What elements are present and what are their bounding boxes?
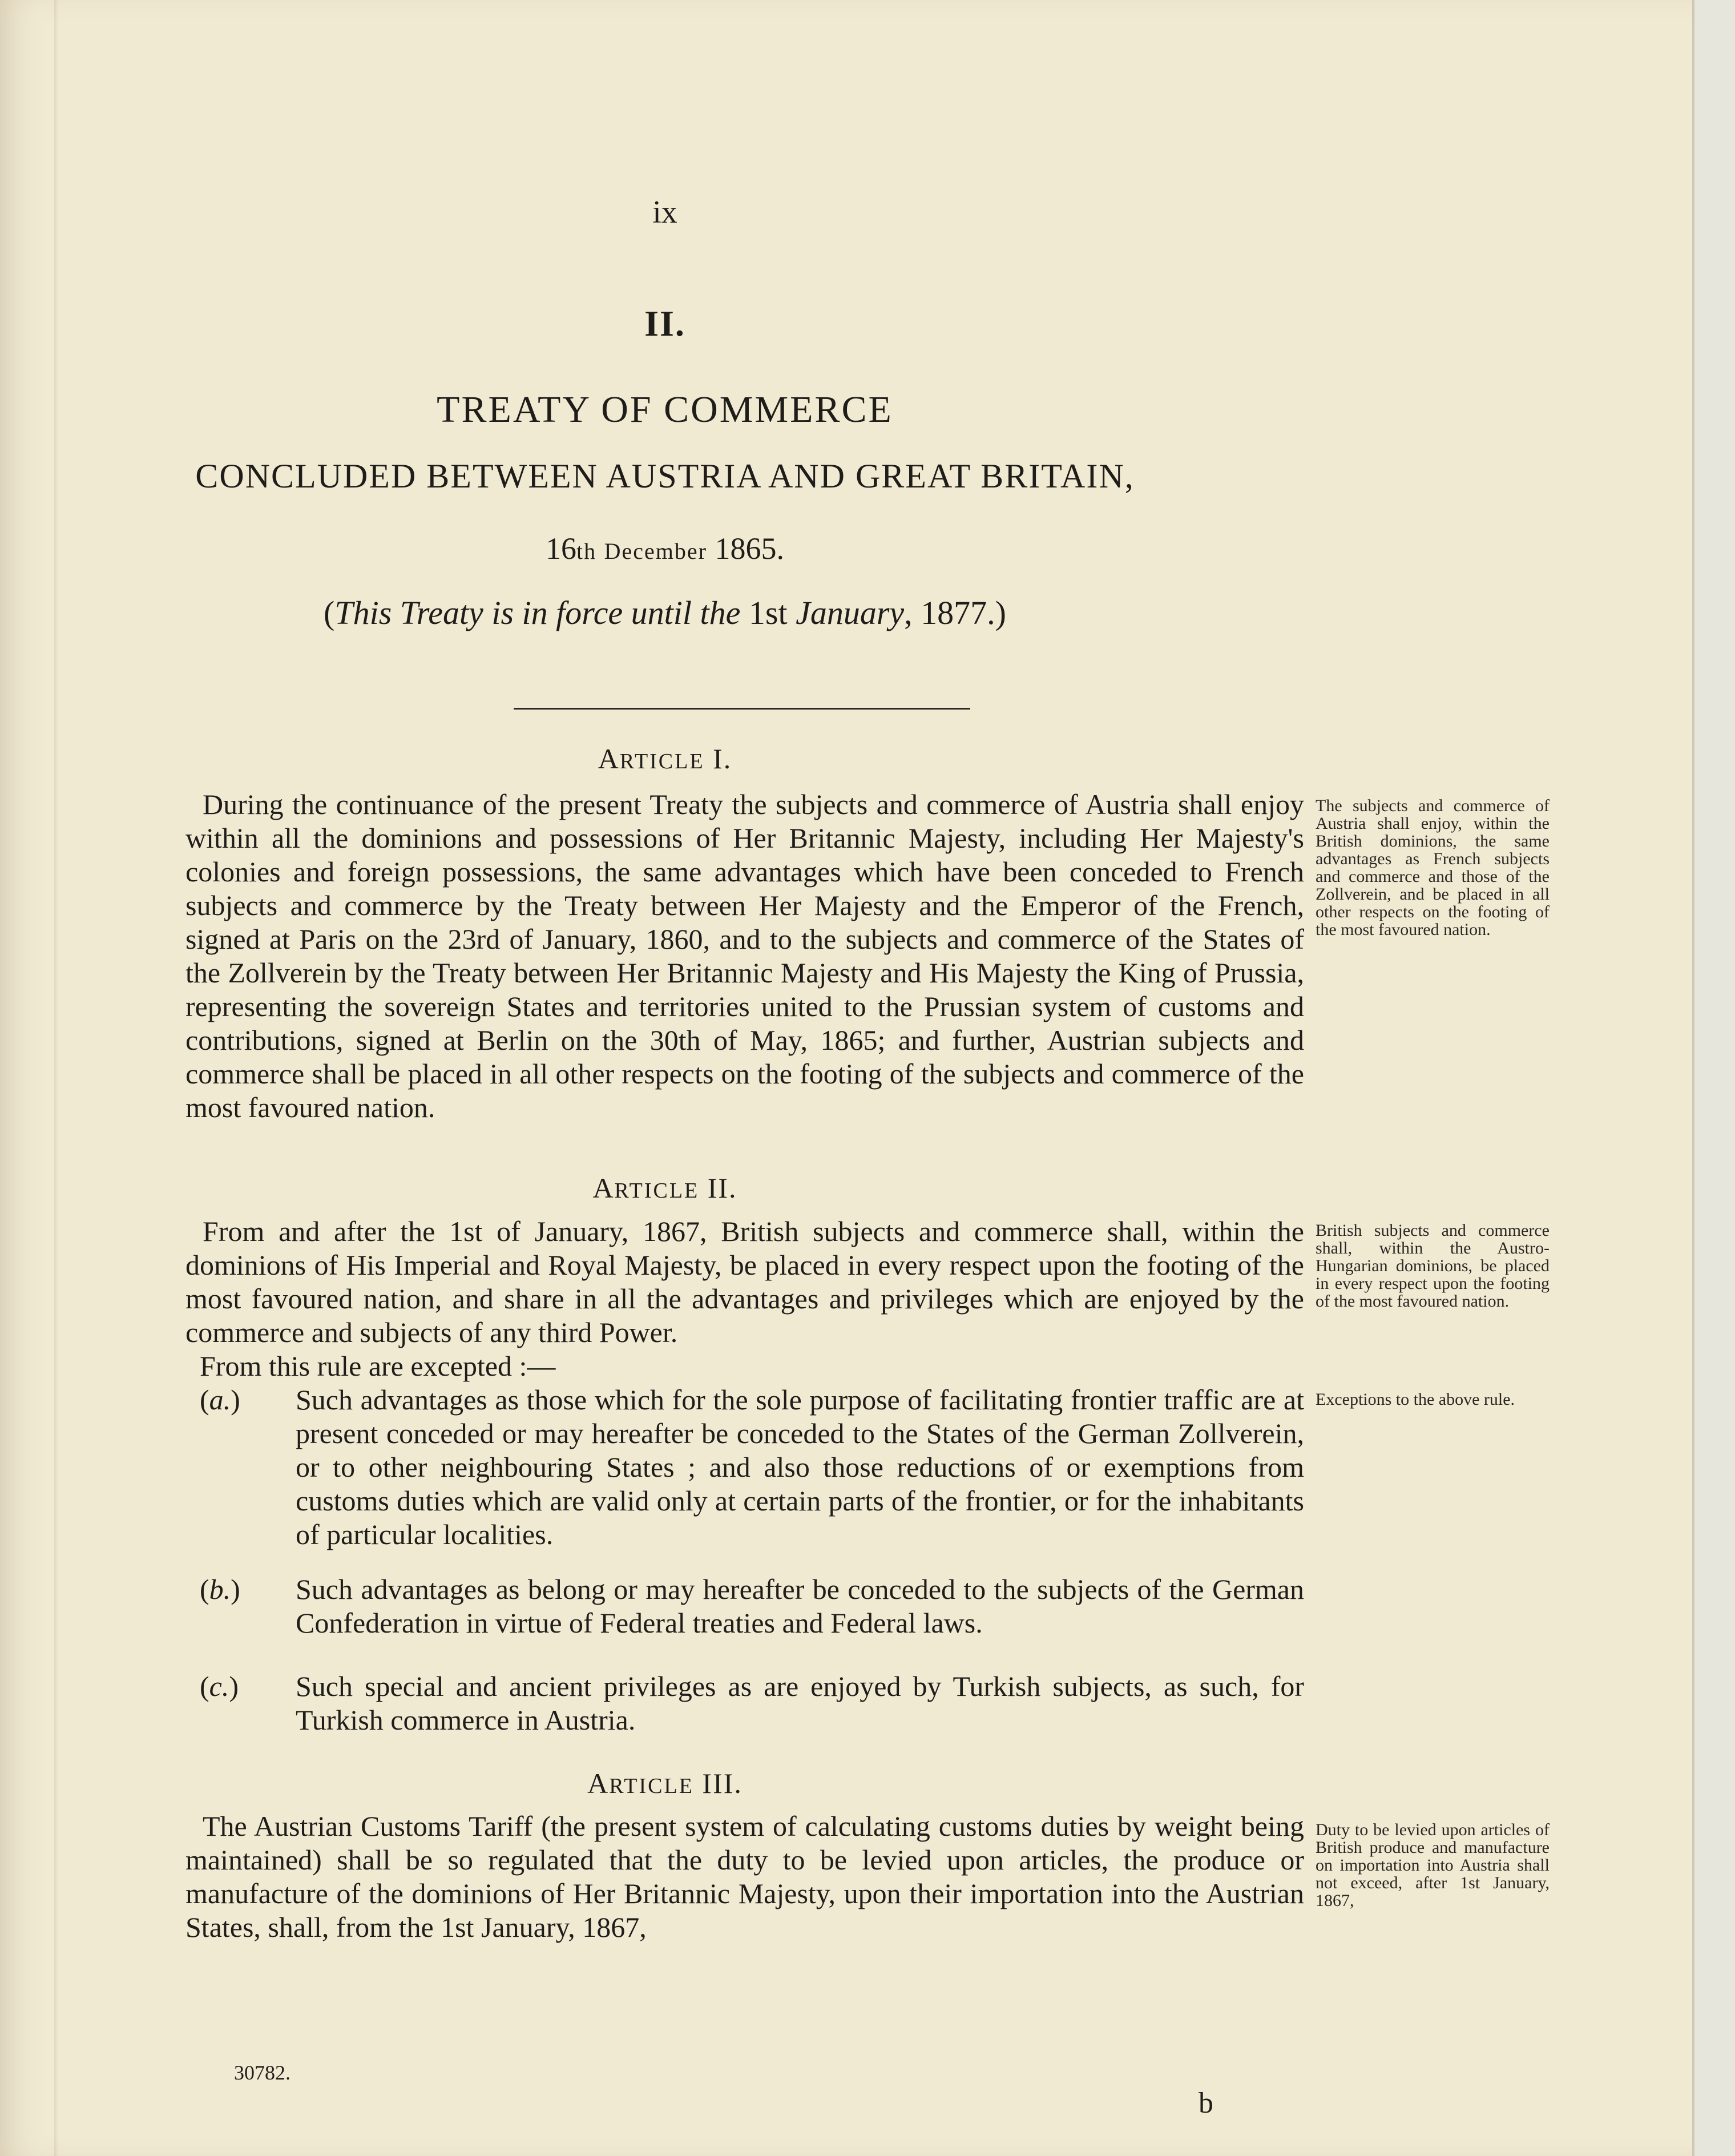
next-page-edge	[1692, 0, 1735, 2156]
article-2-body: From and after the 1st of January, 1867, British subjects and commerce shall, within the dominions of His Imperial and Royal Majesty, be placed in every respect upon the footing of the most favoured nation, and share in all the advantages and privileges which are enjoyed by the commerce and subjects of any third Power.	[185, 1215, 1304, 1348]
exception-item	[200, 1573, 1304, 1640]
label-close: )	[229, 1670, 239, 1702]
note-close: , 1877.)	[904, 594, 1006, 631]
page-subtitle: CONCLUDED BETWEEN AUSTRIA AND GREAT BRITAIN,	[195, 457, 1135, 495]
item-label	[200, 1383, 240, 1417]
exceptions-intro: From this rule are excepted :—	[200, 1350, 556, 1382]
article-3-heading	[0, 1767, 1330, 1800]
date-suffix: th	[576, 538, 597, 564]
label-letter: c.	[209, 1670, 229, 1702]
label-close: )	[231, 1384, 240, 1416]
heading-cap: A	[587, 1767, 610, 1799]
date-year: 1865.	[715, 531, 784, 566]
heading-cap: A	[598, 743, 620, 775]
note-date: 1st	[748, 594, 788, 631]
note-italic-2: January	[796, 594, 905, 631]
treaty-date	[0, 531, 1330, 566]
label-letter: b.	[209, 1573, 231, 1605]
validity-note	[0, 594, 1330, 632]
label-open: (	[200, 1670, 209, 1702]
horizontal-rule	[514, 708, 970, 710]
page-folio: ix	[652, 195, 677, 230]
label-close: )	[231, 1573, 240, 1605]
date-month: December	[604, 538, 707, 564]
heading-rest: RTICLE	[609, 1774, 694, 1798]
label-open: (	[200, 1384, 209, 1416]
item-text: Such special and ancient privileges as are enjoyed by Turkish subjects, as such, for Turkish commerce in Austria.	[296, 1670, 1304, 1736]
heading-num: III.	[702, 1767, 743, 1799]
article-1-body: During the continuance of the present Treaty the subjects and commerce of Austria shall enjoy within all the dominions and possessions of Her Britannic Majesty, including Her Majesty's colonies and foreign possessions, the same advantages which have been conceded to French subjects and commerce by the Treaty between Her Majesty and the Emperor of the French, signed at Paris on the 23rd of January, 1860, and to the subjects and commerce of the States of the Zollverein by the Treaty between Her Britannic Majesty and His Majesty the King of Prussia, representing the sovereign States and territories united to the Prussian system of customs and contributions, signed at Berlin on the 30th of May, 1865; and further, Austrian subjects and commerce shall be placed in all other respects on the footing of the subjects and commerce of the most favoured nation.	[185, 788, 1304, 1123]
article-2-sidenote-1: British subjects and commerce shall, within the Austro-Hungarian dominions, be placed in every respect upon the footing of the most favoured nation.	[1316, 1221, 1550, 1311]
article-2-heading	[0, 1171, 1330, 1204]
heading-rest: RTICLE	[619, 749, 705, 773]
note-open: (	[324, 594, 335, 631]
article-3-body: The Austrian Customs Tariff (the present system of calculating customs duties by weight being maintained) shall be so regulated that the duty to be levied upon articles, the produce or manufacture of the dominions of Her Britannic Majesty, upon their importation into the Austrian States, shall, from the 1st January, 1867,	[185, 1810, 1304, 1943]
article-1-sidenote: The subjects and commerce of Austria shall enjoy, within the British dominions, the same advantages as French subjects and commerce and those of the Zollverein, and be placed in all other respects on the footing of the most favoured nation.	[1316, 796, 1550, 939]
section-number: II.	[644, 303, 685, 344]
article-2-sidenote-2: Exceptions to the above rule.	[1316, 1390, 1515, 1409]
note-italic-1: This Treaty is in force until the	[334, 594, 741, 631]
heading-cap: A	[592, 1172, 615, 1204]
label-open: (	[200, 1573, 209, 1605]
heading-rest: RTICLE	[614, 1179, 700, 1203]
article-3-sidenote: Duty to be levied upon articles of British produce and manufacture on importation into Austria shall not exceed, after 1st January, 1867,	[1316, 1820, 1550, 1910]
item-label	[200, 1670, 239, 1703]
signature-mark: b	[1199, 2087, 1213, 2119]
page-title: TREATY OF COMMERCE	[437, 389, 893, 430]
item-label	[200, 1573, 240, 1606]
item-text: Such advantages as those which for the sole purpose of facilitating frontier traffic are at present conceded or may hereafter be conceded to the States of the German Zollverein, or to other neighbouring States ; and also those reductions of or exemptions from customs duties which are valid only at certain parts of the frontier, or for the inhabitants of particular localities.	[296, 1384, 1304, 1550]
heading-num: I.	[713, 743, 732, 775]
label-letter: a.	[209, 1384, 231, 1416]
item-text: Such advantages as belong or may hereafter be conceded to the subjects of the German Confederation in virtue of Federal treaties and Federal laws.	[296, 1573, 1304, 1639]
article-1-heading	[0, 742, 1330, 775]
exception-item	[200, 1383, 1304, 1551]
date-day: 16	[546, 531, 577, 566]
heading-num: II.	[707, 1172, 737, 1204]
print-number: 30782.	[234, 2061, 290, 2084]
exception-item	[200, 1670, 1304, 1737]
